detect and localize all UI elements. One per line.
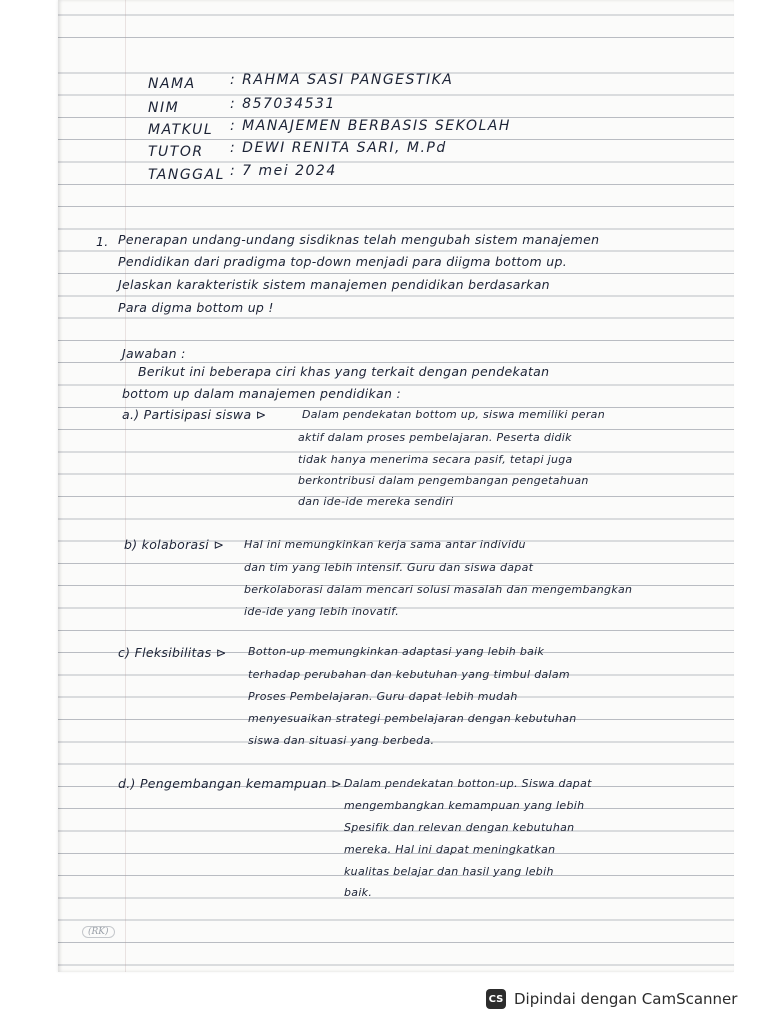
point-b-line: dan tim yang lebih intensif. Guru dan siswa dapat xyxy=(244,561,534,574)
nim-label: NIM xyxy=(148,100,180,116)
nama-value: : RAHMA SASI PANGESTIKA xyxy=(230,72,454,88)
point-a-line: Dalam pendekatan bottom up, siswa memiliki peran xyxy=(302,408,605,421)
page-number: (RK) xyxy=(82,926,115,938)
point-d-line: Dalam pendekatan botton-up. Siswa dapat xyxy=(344,777,592,790)
tutor-label: TUTOR xyxy=(148,144,204,160)
point-a-line: dan ide-ide mereka sendiri xyxy=(298,495,454,508)
question-line: Para digma bottom up ! xyxy=(118,300,274,315)
watermark-text: Dipindai dengan CamScanner xyxy=(514,990,738,1008)
notebook-page xyxy=(58,0,734,972)
tutor-value: : DEWI RENITA SARI, M.Pd xyxy=(230,140,447,156)
point-d-line: kualitas belajar dan hasil yang lebih xyxy=(344,865,554,878)
matkul-value: : MANAJEMEN BERBASIS SEKOLAH xyxy=(230,118,511,134)
point-a-label: a.) Partisipasi siswa ⊳ xyxy=(122,407,267,422)
point-c-line: Proses Pembelajaran. Guru dapat lebih mudah xyxy=(248,690,518,703)
point-d-line: baik. xyxy=(344,886,373,899)
point-b-line: Hal ini memungkinkan kerja sama antar individu xyxy=(244,538,526,551)
point-c-line: terhadap perubahan dan kebutuhan yang timbul dalam xyxy=(248,668,570,681)
question-line: Jelaskan karakteristik sistem manajemen pendidikan berdasarkan xyxy=(118,277,550,292)
nim-value: : 857034531 xyxy=(230,96,336,112)
point-d-line: Spesifik dan relevan dengan kebutuhan xyxy=(344,821,575,834)
answer-intro-line: Berikut ini beberapa ciri khas yang terkait dengan pendekatan xyxy=(138,364,550,379)
question-line: Penerapan undang-undang sisdiknas telah mengubah sistem manajemen xyxy=(118,232,600,247)
margin-line xyxy=(125,0,126,972)
tanggal-label: TANGGAL xyxy=(148,167,225,183)
question-number: 1. xyxy=(96,234,109,249)
point-b-line: berkolaborasi dalam mencari solusi masalah dan mengembangkan xyxy=(244,583,633,596)
point-a-line: aktif dalam proses pembelajaran. Peserta didik xyxy=(298,431,572,444)
tanggal-value: : 7 mei 2024 xyxy=(230,163,337,179)
point-c-line: Botton-up memungkinkan adaptasi yang lebih baik xyxy=(248,645,545,658)
nama-label: NAMA xyxy=(148,76,196,92)
point-d-label: d.) Pengembangan kemampuan ⊳ xyxy=(118,776,342,791)
point-c-label: c) Fleksibilitas ⊳ xyxy=(118,645,227,660)
point-a-line: tidak hanya menerima secara pasif, tetapi juga xyxy=(298,453,573,466)
point-b-label: b) kolaborasi ⊳ xyxy=(124,537,225,552)
question-line: Pendidikan dari pradigma top-down menjadi para diigma bottom up. xyxy=(118,254,568,269)
point-d-line: mengembangkan kemampuan yang lebih xyxy=(344,799,585,812)
camscanner-icon: CS xyxy=(486,989,506,1009)
point-a-line: berkontribusi dalam pengembangan pengetahuan xyxy=(298,474,589,487)
matkul-label: MATKUL xyxy=(148,122,214,138)
point-b-line: ide-ide yang lebih inovatif. xyxy=(244,605,400,618)
point-c-line: menyesuaikan strategi pembelajaran dengan kebutuhan xyxy=(248,712,577,725)
camscanner-watermark xyxy=(486,988,737,1010)
point-d-line: mereka. Hal ini dapat meningkatkan xyxy=(344,843,556,856)
answer-title: Jawaban : xyxy=(122,346,186,361)
point-c-line: siswa dan situasi yang berbeda. xyxy=(248,734,435,747)
answer-intro-line: bottom up dalam manajemen pendidikan : xyxy=(122,386,402,401)
